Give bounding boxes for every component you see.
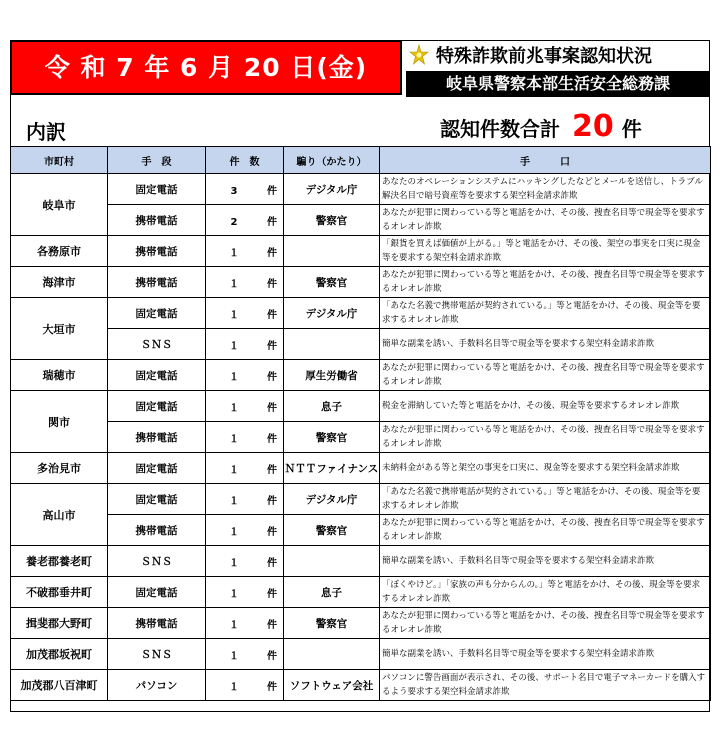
count-cell [206,453,284,484]
count-cell [206,236,284,267]
impersonation-cell: デジタル庁 [284,298,380,329]
total-count [440,109,642,144]
table-row [11,391,711,422]
table-row [11,546,711,577]
column-header-count: 件 数 [206,147,284,174]
table-body [11,174,711,701]
impersonation-cell: 警察官 [284,608,380,639]
count-unit: 件 [267,433,277,445]
method-cell: パソコン [108,670,206,701]
impersonation-cell: 厚生労働省 [284,360,380,391]
municipality-cell: 大垣市 [11,298,108,360]
count-value: １ [229,402,239,414]
modus-cell: 簡単な副業を誘い、手数料名目等で現金等を要求する架空料金請求詐欺 [380,639,711,670]
count-cell [206,174,284,205]
method-cell: 固定電話 [108,577,206,608]
count-unit: 件 [267,402,277,414]
count-unit: 件 [267,464,277,476]
count-value: 3 [230,185,238,197]
count-value: １ [229,557,239,569]
method-cell: 携帯電話 [108,267,206,298]
modus-cell: あなたが犯罪に関わっている等と電話をかけ、その後、捜査名目等で現金等を要求するオレオレ詐欺 [380,360,711,391]
modus-cell: 簡単な副業を誘い、手数料名目等で現金等を要求する架空料金請求詐欺 [380,329,711,360]
table-row [11,236,711,267]
modus-cell: 未納料金がある等と架空の事実を口実に、現金等を要求する架空料金請求詐欺 [380,453,711,484]
column-header-impersonation: 騙り（かたり） [284,147,380,174]
impersonation-cell: 息子 [284,577,380,608]
count-value: １ [229,619,239,631]
count-unit: 件 [267,185,277,197]
table-row [11,670,711,701]
column-header-municipality: 市町村 [11,147,108,174]
municipality-cell: 加茂郡八百津町 [11,670,108,701]
count-unit: 件 [267,526,277,538]
count-unit: 件 [267,588,277,600]
impersonation-cell: ソフトウェア会社 [284,670,380,701]
method-cell: 携帯電話 [108,515,206,546]
modus-cell: あなたが犯罪に関わっている等と電話をかけ、その後、捜査名目等で現金等を要求するオレオレ詐欺 [380,515,711,546]
count-cell [206,608,284,639]
count-cell [206,298,284,329]
impersonation-cell [284,329,380,360]
modus-cell: 「ぼくやけど。」「家族の声も分からんの。」等と電話をかけ、その後、現金等を要求するオレオレ詐欺 [380,577,711,608]
count-unit: 件 [267,681,277,693]
modus-cell: パソコンに警告画面が表示され、その後、サポート名目で電子マネーカードを購入するよう要求する架空料金請求詐欺 [380,670,711,701]
modus-cell: 「あなた名義で携帯電話が契約されている。」等と電話をかけ、その後、現金等を要求するオレオレ詐欺 [380,298,711,329]
method-cell: 携帯電話 [108,422,206,453]
table-header-row [11,147,711,174]
municipality-cell: 不破郡垂井町 [11,577,108,608]
count-value: １ [229,309,239,321]
modus-cell: 「銀貨を買えば価値が上がる。」等と電話をかけ、その後、架空の事実を口実に現金等を要求する架空料金請求詐欺 [380,236,711,267]
impersonation-cell: 警察官 [284,267,380,298]
impersonation-cell: 警察官 [284,422,380,453]
method-cell: ＳＮＳ [108,329,206,360]
count-cell [206,577,284,608]
table-row [11,639,711,670]
method-cell: 携帯電話 [108,205,206,236]
count-cell [206,670,284,701]
modus-cell: 簡単な副業を誘い、手数料名目等で現金等を要求する架空料金請求詐欺 [380,546,711,577]
count-unit: 件 [267,495,277,507]
impersonation-cell: デジタル庁 [284,174,380,205]
report-title: 特殊詐欺前兆事案認知状況 [436,46,652,67]
count-cell [206,422,284,453]
count-value: １ [229,371,239,383]
method-cell: ＳＮＳ [108,546,206,577]
count-cell [206,360,284,391]
modus-cell: あなたが犯罪に関わっている等と電話をかけ、その後、捜査名目等で現金等を要求するオレオレ詐欺 [380,205,711,236]
method-cell: 固定電話 [108,174,206,205]
method-cell: 携帯電話 [108,608,206,639]
count-cell [206,484,284,515]
modus-cell: あなたが犯罪に関わっている等と電話をかけ、その後、捜査名目等で現金等を要求するオレオレ詐欺 [380,267,711,298]
column-header-modus: 手 口 [380,147,711,174]
method-cell: 固定電話 [108,298,206,329]
count-cell [206,515,284,546]
municipality-cell: 揖斐郡大野町 [11,608,108,639]
method-cell: 携帯電話 [108,236,206,267]
table-row [11,267,711,298]
method-cell: 固定電話 [108,391,206,422]
count-unit: 件 [267,619,277,631]
modus-cell: 「あなた名義で携帯電話が契約されている。」等と電話をかけ、その後、現金等を要求するオレオレ詐欺 [380,484,711,515]
count-cell [206,205,284,236]
municipality-cell: 高山市 [11,484,108,546]
count-value: １ [229,433,239,445]
count-value: １ [229,464,239,476]
police-emblem-icon [408,44,430,66]
municipality-cell: 加茂郡坂祝町 [11,639,108,670]
impersonation-cell: 息子 [284,391,380,422]
count-cell [206,391,284,422]
table-row [11,608,711,639]
count-cell [206,329,284,360]
count-cell [206,546,284,577]
table-row [11,453,711,484]
column-header-method: 手 段 [108,147,206,174]
municipality-cell: 各務原市 [11,236,108,267]
total-unit: 件 [621,117,642,141]
count-value: １ [229,588,239,600]
table-row [11,329,711,360]
modus-cell: あなたが犯罪に関わっている等と電話をかけ、その後、捜査名目等で現金等を要求するオレオレ詐欺 [380,422,711,453]
modus-cell: 税金を滞納していた等と電話をかけ、その後、現金等を要求するオレオレ詐欺 [380,391,711,422]
table-row [11,174,711,205]
municipality-cell: 瑞穂市 [11,360,108,391]
count-unit: 件 [267,371,277,383]
count-unit: 件 [267,278,277,290]
modus-cell: あなたのオペレーションシステムにハッキングしたなどとメールを送信し、トラブル解決名目で暗号資産等を要求する架空料金請求詐欺 [380,174,711,205]
count-cell [206,639,284,670]
date-banner: 令 和 7 年 6 月 20 日(金) [10,40,402,95]
count-value: １ [229,495,239,507]
impersonation-cell [284,639,380,670]
table-row [11,422,711,453]
municipality-cell: 海津市 [11,267,108,298]
department-banner: 岐阜県警察本部生活安全総務課 [406,71,710,97]
count-value: １ [229,278,239,290]
method-cell: 固定電話 [108,484,206,515]
count-value: １ [229,340,239,352]
total-number: 20 [572,109,614,144]
municipality-cell: 関市 [11,391,108,453]
count-value: １ [229,681,239,693]
breakdown-heading: 内訳 [26,120,66,144]
count-unit: 件 [267,650,277,662]
table-row [11,205,711,236]
cases-table [10,146,711,701]
count-value: １ [229,247,239,259]
count-unit: 件 [267,557,277,569]
count-unit: 件 [267,309,277,321]
impersonation-cell: 警察官 [284,205,380,236]
method-cell: ＳＮＳ [108,639,206,670]
count-value: 2 [230,216,238,228]
modus-cell: あなたが犯罪に関わっている等と電話をかけ、その後、捜査名目等で現金等を要求するオレオレ詐欺 [380,608,711,639]
total-label: 認知件数合計 [440,117,560,141]
impersonation-cell: ＮＴＴファイナンス [284,453,380,484]
table-row [11,515,711,546]
impersonation-cell: 警察官 [284,515,380,546]
count-value: １ [229,526,239,538]
impersonation-cell: デジタル庁 [284,484,380,515]
count-cell [206,267,284,298]
count-unit: 件 [267,340,277,352]
count-value: １ [229,650,239,662]
count-unit: 件 [267,216,277,228]
table-row [11,484,711,515]
impersonation-cell [284,546,380,577]
method-cell: 固定電話 [108,453,206,484]
municipality-cell: 養老郡養老町 [11,546,108,577]
table-row [11,360,711,391]
count-unit: 件 [267,247,277,259]
impersonation-cell [284,236,380,267]
table-row [11,298,711,329]
municipality-cell: 岐阜市 [11,174,108,236]
method-cell: 固定電話 [108,360,206,391]
municipality-cell: 多治見市 [11,453,108,484]
table-row [11,577,711,608]
